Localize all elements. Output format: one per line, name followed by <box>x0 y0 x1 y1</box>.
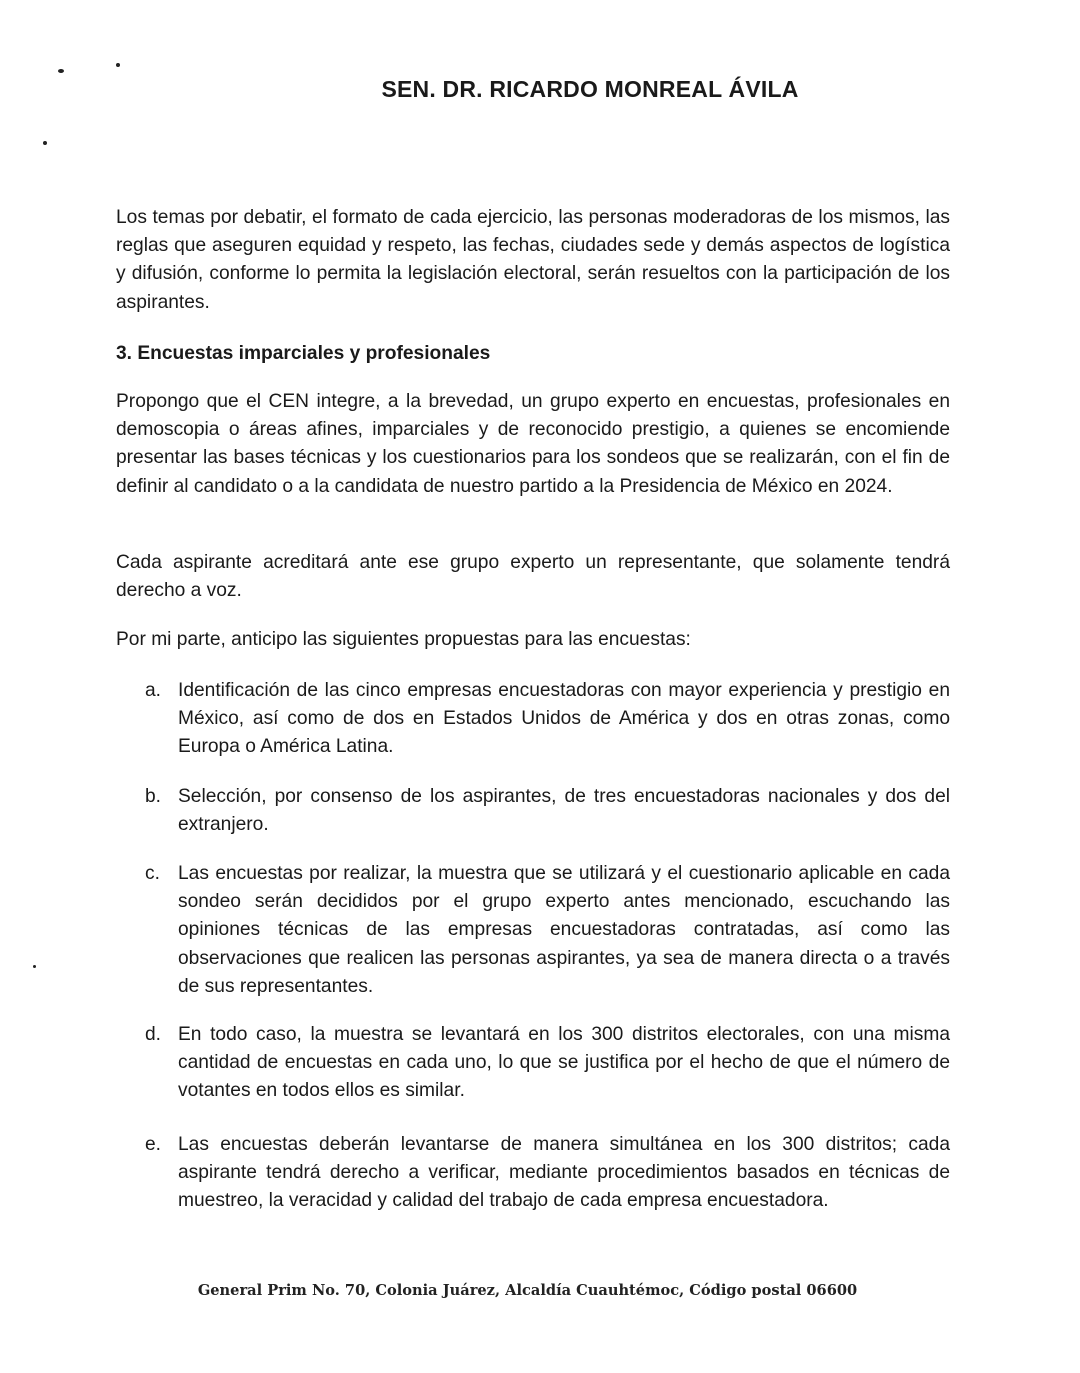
list-marker: c. <box>145 863 160 884</box>
list-marker: e. <box>145 1134 162 1155</box>
paragraph-representative <box>116 549 950 605</box>
scan-speck <box>116 63 120 67</box>
scan-speck <box>43 141 47 145</box>
paragraph-text: Por mi parte, anticipo las siguientes propuestas para las encuestas: <box>116 629 691 650</box>
list-item <box>145 783 950 839</box>
list-item-text: En todo caso, la muestra se levantará en los 300 distritos electorales, con una misma cantidad de encuestas en cada uno, lo que se justifica por el hecho de que el número de votantes en todos ellos es similar. <box>178 1024 950 1102</box>
paragraph-intro-list <box>116 626 950 654</box>
paragraph-proposal <box>116 388 950 501</box>
list-marker: a. <box>145 680 162 701</box>
scan-speck <box>58 69 64 73</box>
paragraph-debates <box>116 204 950 317</box>
list-item <box>145 677 950 762</box>
list-item-text: Selección, por consenso de los aspirantes, de tres encuestadoras nacionales y dos del extranjero. <box>178 786 950 836</box>
section-heading: 3. Encuestas imparciales y profesionales <box>116 343 491 364</box>
list-marker: b. <box>145 786 162 807</box>
list-item-text: Las encuestas deberán levantarse de manera simultánea en los 300 distritos; cada aspirante tendrá derecho a verificar, mediante procedimientos basados en técnicas de muestreo, la veracidad y calidad del trabajo de cada empresa encuestadora. <box>178 1134 950 1212</box>
list-marker: d. <box>145 1024 162 1045</box>
list-item-text: Identificación de las cinco empresas encuestadoras con mayor experiencia y prestigio en México, así como de dos en Estados Unidos de América y dos en otras zonas, como Europa o América Latina. <box>178 680 950 758</box>
paragraph-text: Los temas por debatir, el formato de cada ejercicio, las personas moderadoras de los mismos, las reglas que aseguren equidad y respeto, las fechas, ciudades sede y demás aspectos de logística y difusión, conforme lo permita la legislación electoral, serán resueltos con la participación de los aspirantes. <box>116 207 950 313</box>
footer-address: General Prim No. 70, Colonia Juárez, Alcaldía Cuauhtémoc, Código postal 06600 <box>197 1282 858 1299</box>
paragraph-text: Cada aspirante acreditará ante ese grupo experto un representante, que solamente tendrá derecho a voz. <box>116 552 950 602</box>
list-item <box>145 1021 950 1106</box>
list-item-text: Las encuestas por realizar, la muestra que se utilizará y el cuestionario aplicable en cada sondeo serán decididos por el grupo experto antes mencionado, escuchando las opiniones técnicas de las empresas encuestadoras contratadas, así como las observaciones que realicen las personas aspirantes, ya sea de manera directa o a través de sus representantes. <box>178 863 950 997</box>
paragraph-text: Propongo que el CEN integre, a la brevedad, un grupo experto en encuestas, profesionales en demoscopia o áreas afines, imparciales y de reconocido prestigio, a quienes se encomiende presentar las bases técnicas y los cuestionarios para los sondeos que se realizarán, con el fin de definir al candidato o a la candidata de nuestro partido a la Presidencia de México en 2024. <box>116 391 950 497</box>
scan-speck <box>33 965 36 968</box>
list-item <box>145 1131 950 1216</box>
page-title: SEN. DR. RICARDO MONREAL ÁVILA <box>381 76 799 102</box>
list-item <box>145 860 950 1001</box>
